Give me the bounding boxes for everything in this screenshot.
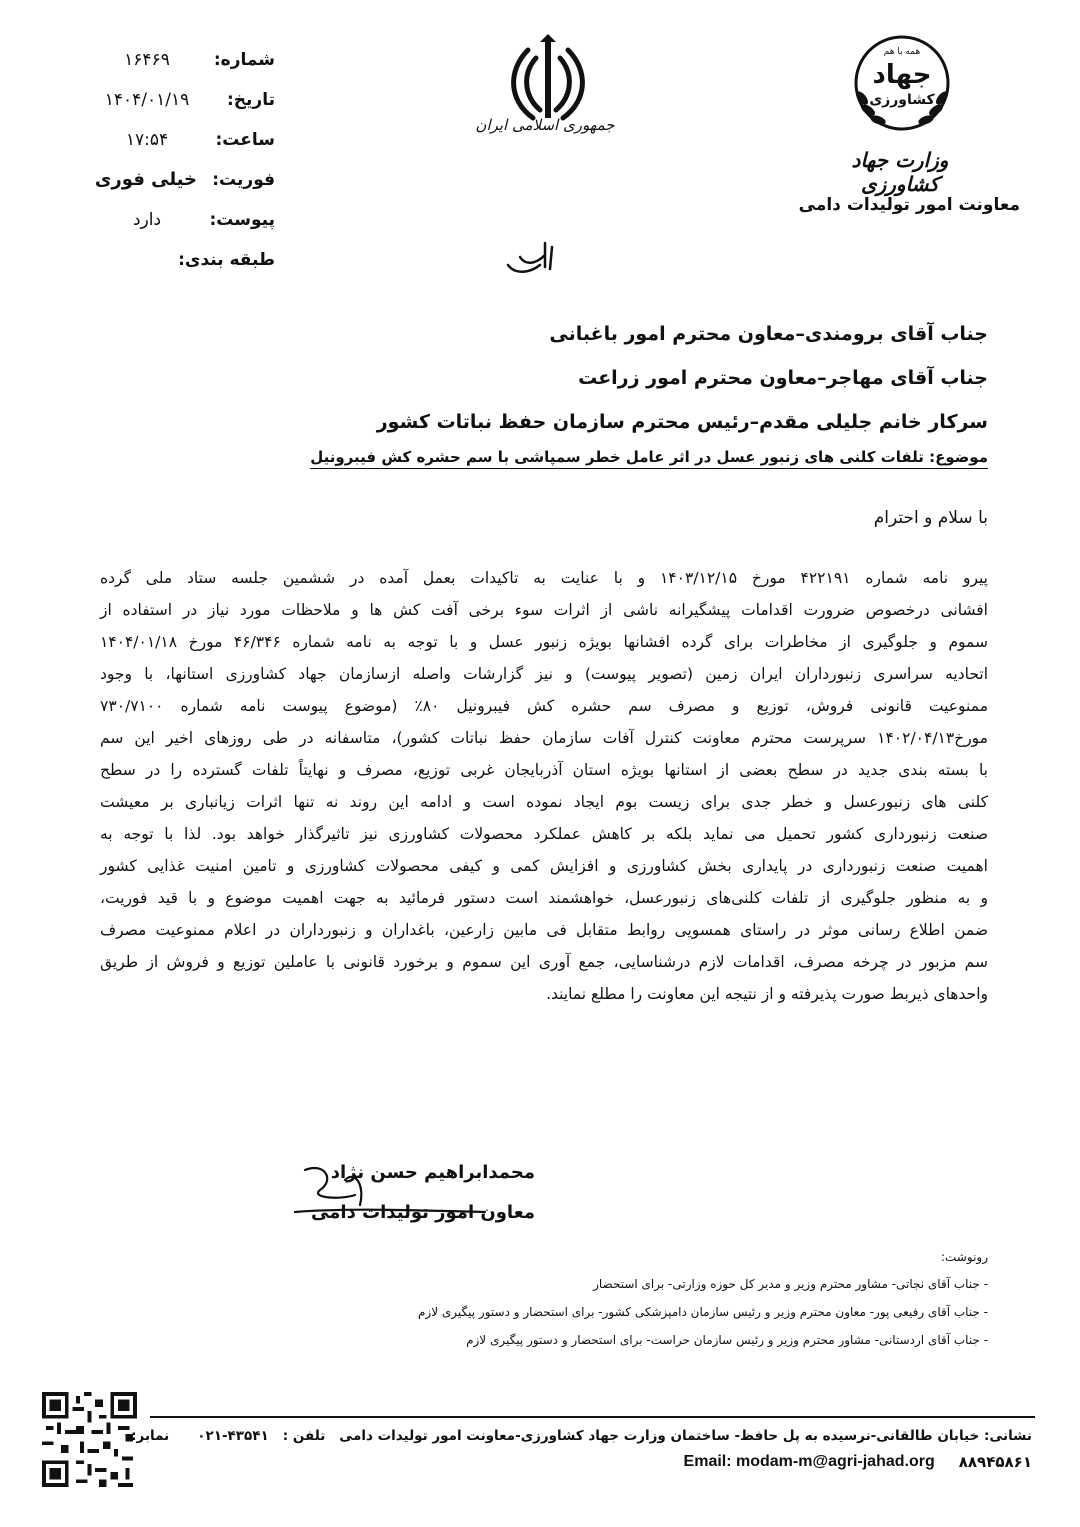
footer-address: نشانی: خیابان طالقانی-نرسیده به پل حافظ- ساختمان وزارت جهاد کشاورزی-معاونت امور تولیدات دامی [339,1428,1032,1444]
signatory-title: معاون امور تولیدات دامی [311,1202,535,1223]
ministry-logo-icon [840,28,965,140]
meta-number-row [95,40,275,80]
meta-attachment-label: پیوست: [209,210,275,230]
meta-time-label: ساعت: [215,130,275,150]
meta-urgency-label: فوریت: [212,170,275,190]
meta-urgency-row [95,160,275,200]
meta-classification-label: طبقه بندی: [178,250,275,270]
copies-block [228,1244,988,1354]
iran-emblem-icon [488,30,608,155]
body-line: ضمن اطلاع رسانی موثر در راستای همسویی روابط متقابل فی مابین زارعین، باغداران و زنبورداران در اعلام ممنوعیت مصرف [100,921,988,939]
footer-fax-label: نمابر: [131,1428,170,1444]
meta-number-label: شماره: [213,50,275,70]
addressee-line: جناب آقای برومندی–معاون محترم امور باغبانی [549,323,988,345]
meta-time-row [95,120,275,160]
body-line: سم مزبور در چرخه مصرف، اقدامات لازم درشناسایی، جمع آوری این سموم و برخورد قانونی با عاملین توزیع و فروش از طریق [100,953,988,971]
subject-wrap [288,444,988,469]
copy-item: - جناب آقای نجاتی- مشاور محترم وزیر و مدیر کل حوزه وزارتی- برای استحضار [593,1277,988,1291]
addressees-block [288,312,988,469]
body-line: پیرو نامه شماره ۴۲۲۱۹۱ مورخ ۱۴۰۳/۱۲/۱۵ و با عنایت به تاکیدات بعمل آمده در ششمین جلسه ستاد ملی گرده [100,569,988,587]
handwritten-signature-icon [285,1150,515,1240]
meta-date-label: تاریخ: [227,90,275,110]
footer-email: Email: modam-m@agri-jahad.org [683,1453,935,1470]
meta-date-value: ۱۴۰۴/۰۱/۱۹ [104,90,190,110]
copies-title: رونوشت: [940,1250,988,1264]
logo-text-sub: کشاورزی [869,92,935,108]
footer-phone-label: تلفن : [282,1428,326,1444]
addressee-line: سرکار خانم جلیلی مقدم–رئیس محترم سازمان حفظ نباتات کشور [376,411,988,433]
meta-urgency-value: خیلی فوری [94,169,197,190]
logo-text-main: جهاد [872,60,932,90]
emblem-caption: جمهوری اسلامی ایران [475,116,615,134]
footer-postal: ۸۸۹۴۵۸۶۱ [958,1453,1032,1471]
letter-body [100,562,988,1010]
body-line: سموم و جلوگیری از مخاطرات برای گرده افشانها بویژه زنبور عسل و با توجه به نامه شماره ۴۶/۳۴۶ مورخ ۱۴۰۴/۰۱/۱۸ [100,633,989,651]
footer-bottom-row [182,1453,1032,1471]
ministry-name: وزارت جهاد کشاورزی [851,148,949,196]
body-line: با بسته بندی جدید در سطح بعضی از استانها بویژه استان آذربایجان غربی توزیع، مصرف و نهایتاً تلفات گسترده را در سطح [100,761,988,779]
qr-code-icon [42,1392,137,1487]
meta-number-value: ۱۶۴۶۹ [124,50,170,70]
body-line: افشانی درخصوص ضرورت اقدامات پیشگیرانه ناشی از اثرات سوء برخی آفت کش ها و ملاحظات مورد نیاز در استفاده از [100,601,988,619]
body-line: و به منظور جلوگیری از تلفات کلنی‌های زنبورعسل، خواهشمند است دستور فرمائید به جهت اهمیت موضوع و با قید فوریت، [100,889,988,907]
bismillah-calligraphy-icon [500,235,560,280]
body-line: واحدهای ذیربط صورت پذیرفته و از نتیجه این معاونت را مطلع نمایند. [546,985,988,1003]
signatory-name: محمدابراهیم حسن نژاد [330,1162,535,1183]
body-line: اتحادیه سراسری زنبورداران ایران زمین (تصویر پیوست) و نیز گزارشات واصله ازسازمان جهاد کشاورزی استانها، با وجود [100,665,988,683]
copy-item: - جناب آقای اردستانی- مشاور محترم وزیر و رئیس سازمان حراست- برای استحضار و دستور پیگیری لازم [466,1333,988,1347]
letter-meta [95,40,275,280]
body-line: کلنی های زنبورعسل و خطر جدی برای زیست بوم ایجاد نموده است و ادامه این روند نه تنها اثرات زیانباری بر معیشت [100,793,988,811]
footer-divider [150,1416,1035,1418]
meta-attachment-value: دارد [132,210,162,230]
body-line: صنعت زنبورداری کشور تحمیل می نماید بلکه بر کاهش عملکرد محصولات کشاورزی نیز تاثیرگذار خواهد بود. لذا با توجه به [100,825,988,843]
meta-classification-row [95,240,275,280]
subject-line: موضوع: تلفات کلنی های زنبور عسل در اثر عامل خطر سمپاشی با سم حشره کش فیبرونیل [310,446,988,469]
addressee-line: جناب آقای مهاجر–معاون محترم امور زراعت [578,367,988,389]
meta-time-value: ۱۷:۵۴ [125,130,169,150]
meta-attachment-row [95,200,275,240]
body-line: ممنوعیت قانونی فروش، توزیع و مصرف سم حشره کش فیبرونیل ۸۰٪ (موضوع پیوست نامه شماره ۷۳۰/۷۱۰۰ [100,697,988,715]
department-name: معاونت امور تولیدات دامی [798,195,1020,215]
meta-date-row [95,80,275,120]
footer-phone-value: ۰۲۱-۴۳۵۴۱ [197,1428,269,1444]
footer-address-row [131,1428,1032,1444]
greeting: با سلام و احترام [873,508,988,528]
copy-item: - جناب آقای رفیعی پور- معاون محترم وزیر و رئیس سازمان دامپزشکی کشور- برای استحضار و دستور پیگیری لازم [417,1305,988,1319]
body-line: مورخ۱۴۰۲/۰۴/۱۳ سرپرست محترم معاونت کنترل آفات سازمان حفظ نباتات کشور)، متاسفانه در طی روزهای اخیر این سم [100,729,988,747]
logo-text-top: همه با هم [883,47,921,57]
body-line: اهمیت صنعت زنبورداری در پایداری بخش کشاورزی و افزایش کمی و کیفی محصولات کشاورزی و تامین امنیت غذایی کشور [100,857,988,875]
